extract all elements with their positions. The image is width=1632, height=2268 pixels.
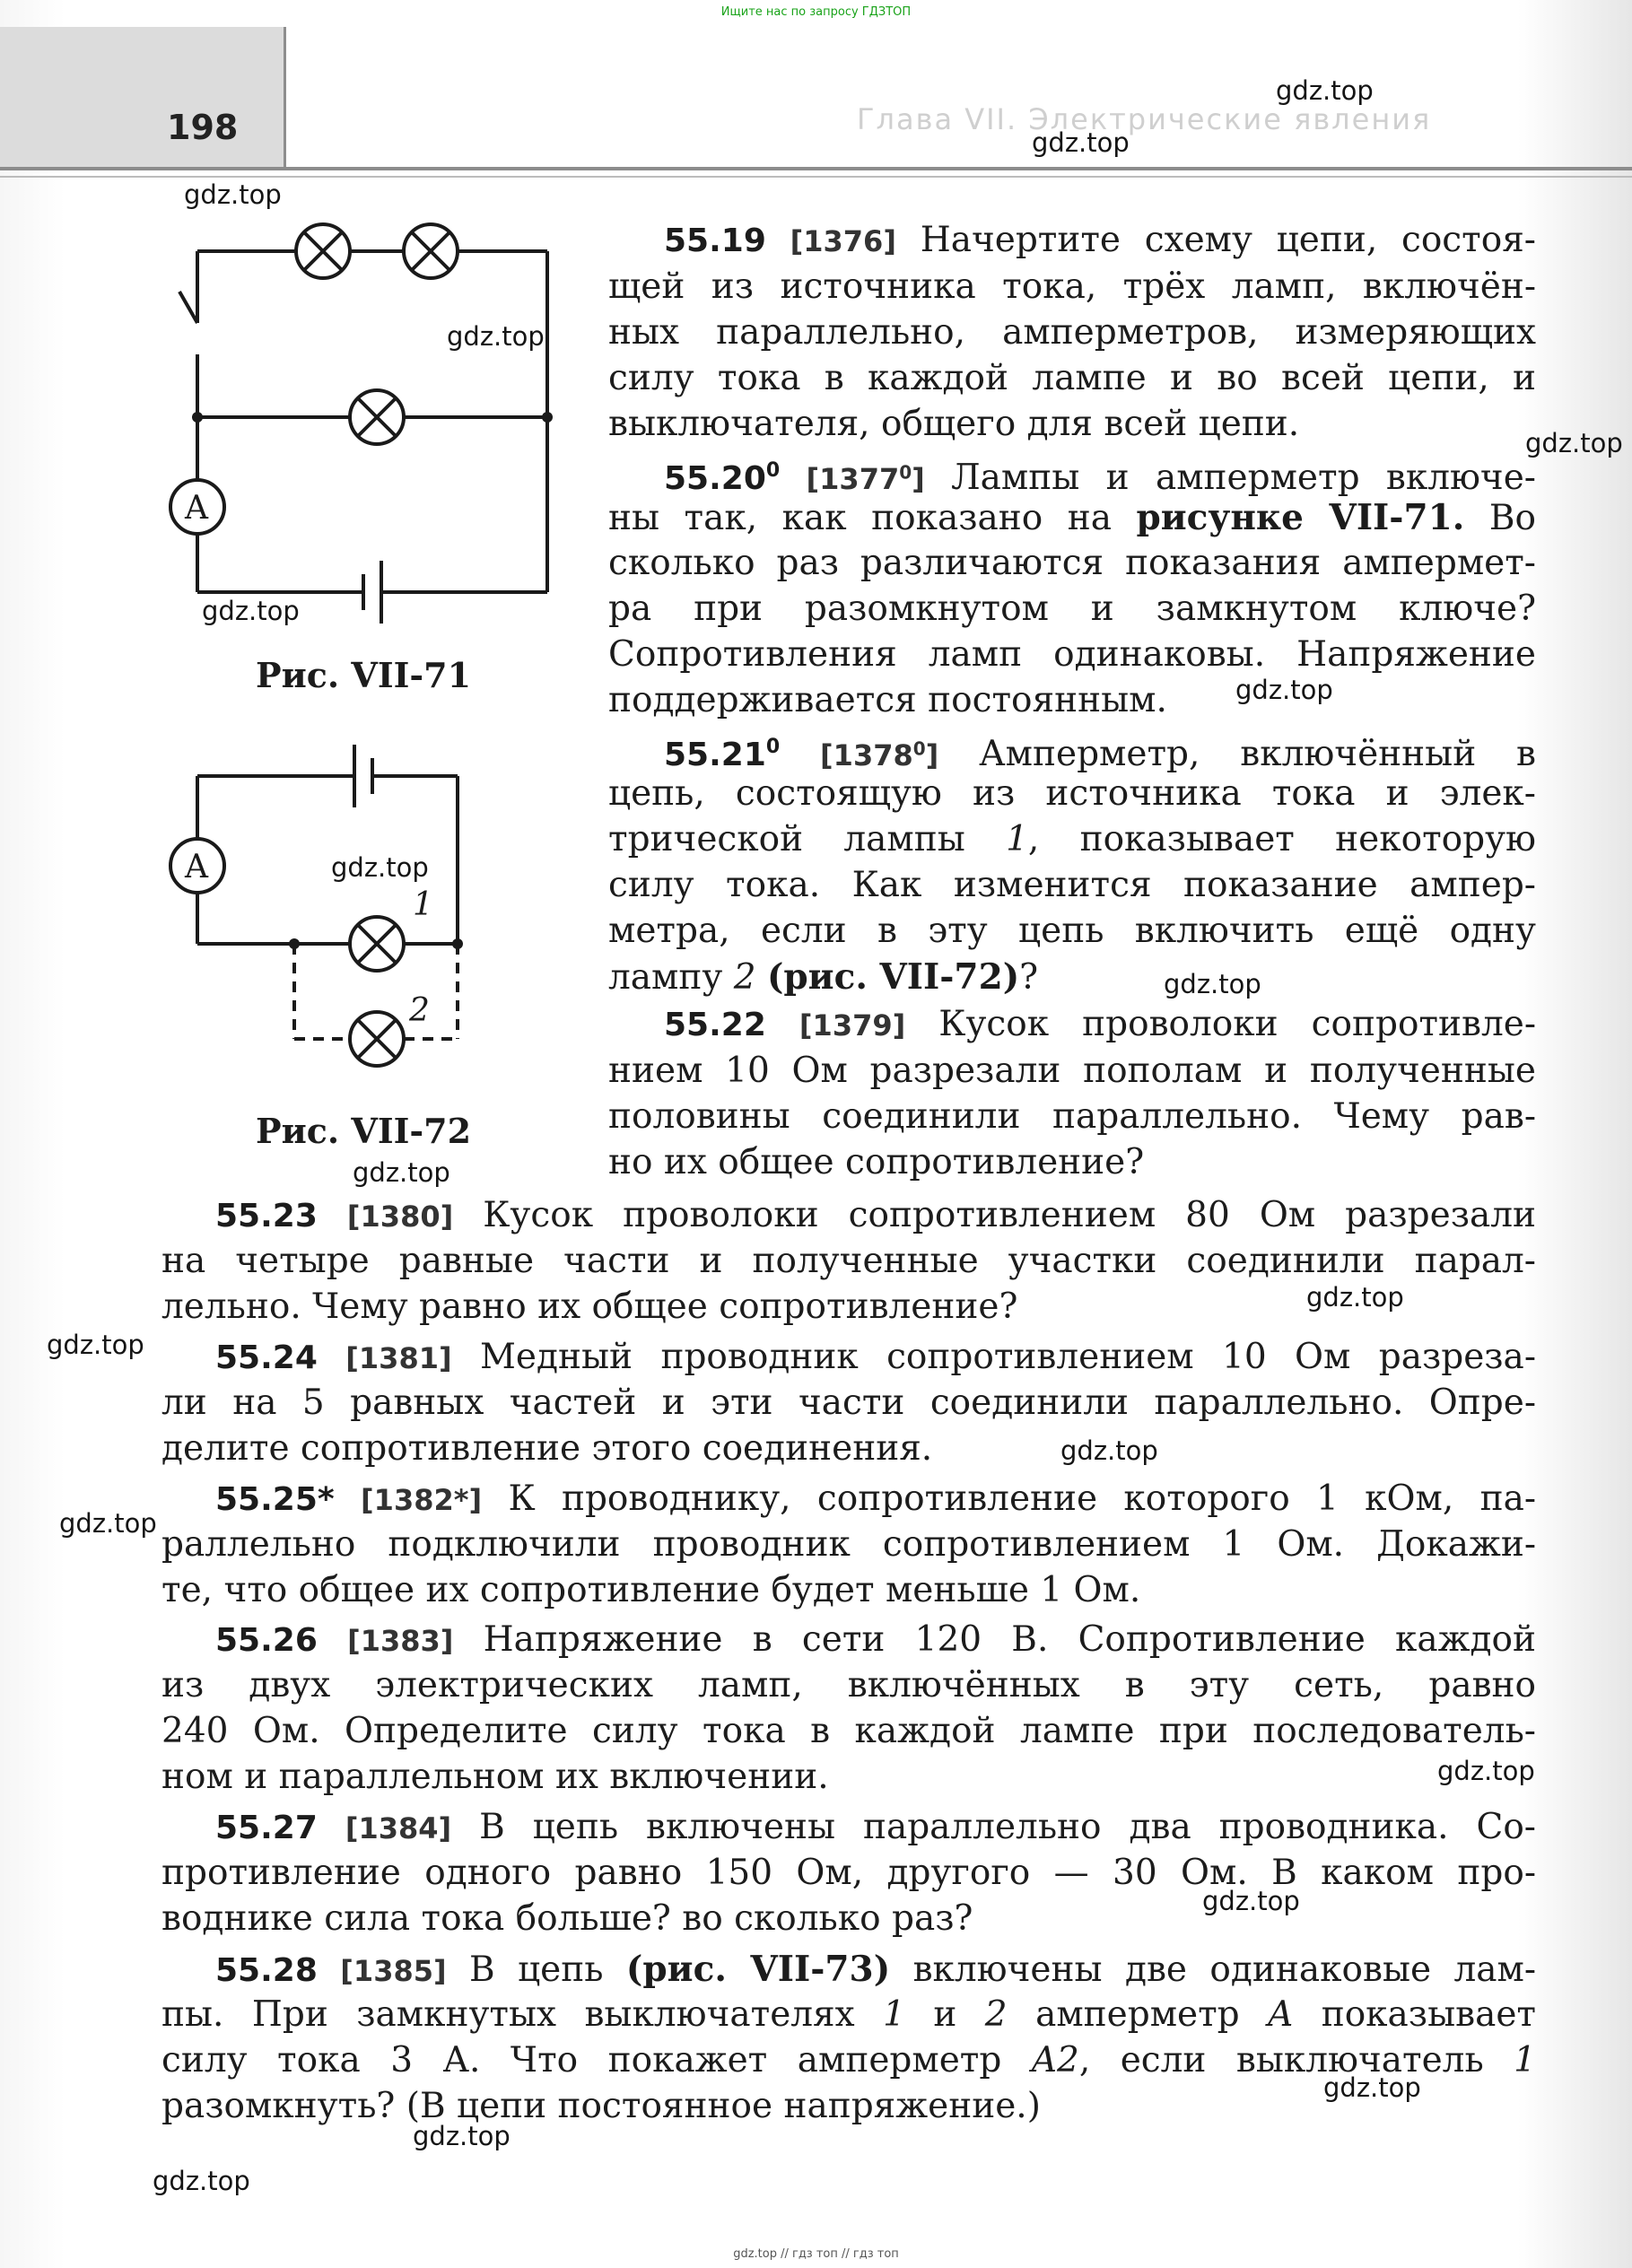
figure-72-caption: Рис. VII-72 [256, 1111, 472, 1151]
figure-reference: (рис. VII-72) [766, 956, 1020, 998]
lamp-1-label: 1 [413, 886, 433, 923]
watermark: gdz.top [1202, 1886, 1300, 1916]
page-number-gutter [0, 27, 285, 170]
watermark: gdz.top [353, 1157, 450, 1188]
watermark: gdz.top [1032, 127, 1130, 158]
watermark: gdz.top [1306, 1282, 1404, 1313]
figure-reference: рисунке VII-71. [1136, 497, 1465, 538]
watermark: gdz.top [153, 2166, 250, 2196]
watermark: gdz.top [184, 179, 282, 210]
watermark: gdz.top [1235, 675, 1333, 705]
figure-71-caption: Рис. VII-71 [256, 655, 472, 695]
watermark: gdz.top [47, 1330, 144, 1360]
switch-symbol [179, 292, 197, 323]
junction-dot [542, 412, 553, 423]
circuit-figure-71 [161, 197, 574, 646]
top-banner[interactable]: Ищите нас по запросу ГДЗТОП [720, 5, 912, 19]
ammeter-label: A [185, 490, 208, 527]
watermark: gdz.top [331, 852, 429, 883]
watermark: gdz.top [1437, 1756, 1535, 1786]
watermark: gdz.top [1276, 75, 1374, 106]
watermark: gdz.top [1323, 2072, 1421, 2103]
header-rule-secondary [0, 176, 1632, 178]
gutter-divider [284, 27, 286, 170]
watermark: gdz.top [413, 2121, 511, 2151]
watermark: gdz.top [447, 321, 545, 352]
running-header: Глава VII. Электрические явления [857, 102, 1432, 136]
watermark: gdz.top [59, 1508, 157, 1539]
watermark: gdz.top [1164, 969, 1261, 999]
circuit-figure-72 [161, 736, 520, 1059]
header-rule [0, 167, 1632, 170]
page-number: 198 [167, 108, 239, 147]
watermark: gdz.top [1525, 428, 1623, 458]
lamp-2-label: 2 [409, 992, 430, 1029]
watermark: gdz.top [202, 596, 300, 626]
bottom-banner[interactable]: gdz.top // гдз топ // гдз топ [733, 2247, 899, 2261]
ammeter-label: A [185, 849, 208, 885]
watermark: gdz.top [1060, 1435, 1158, 1466]
figure-reference: (рис. VII-73) [625, 1949, 891, 1990]
